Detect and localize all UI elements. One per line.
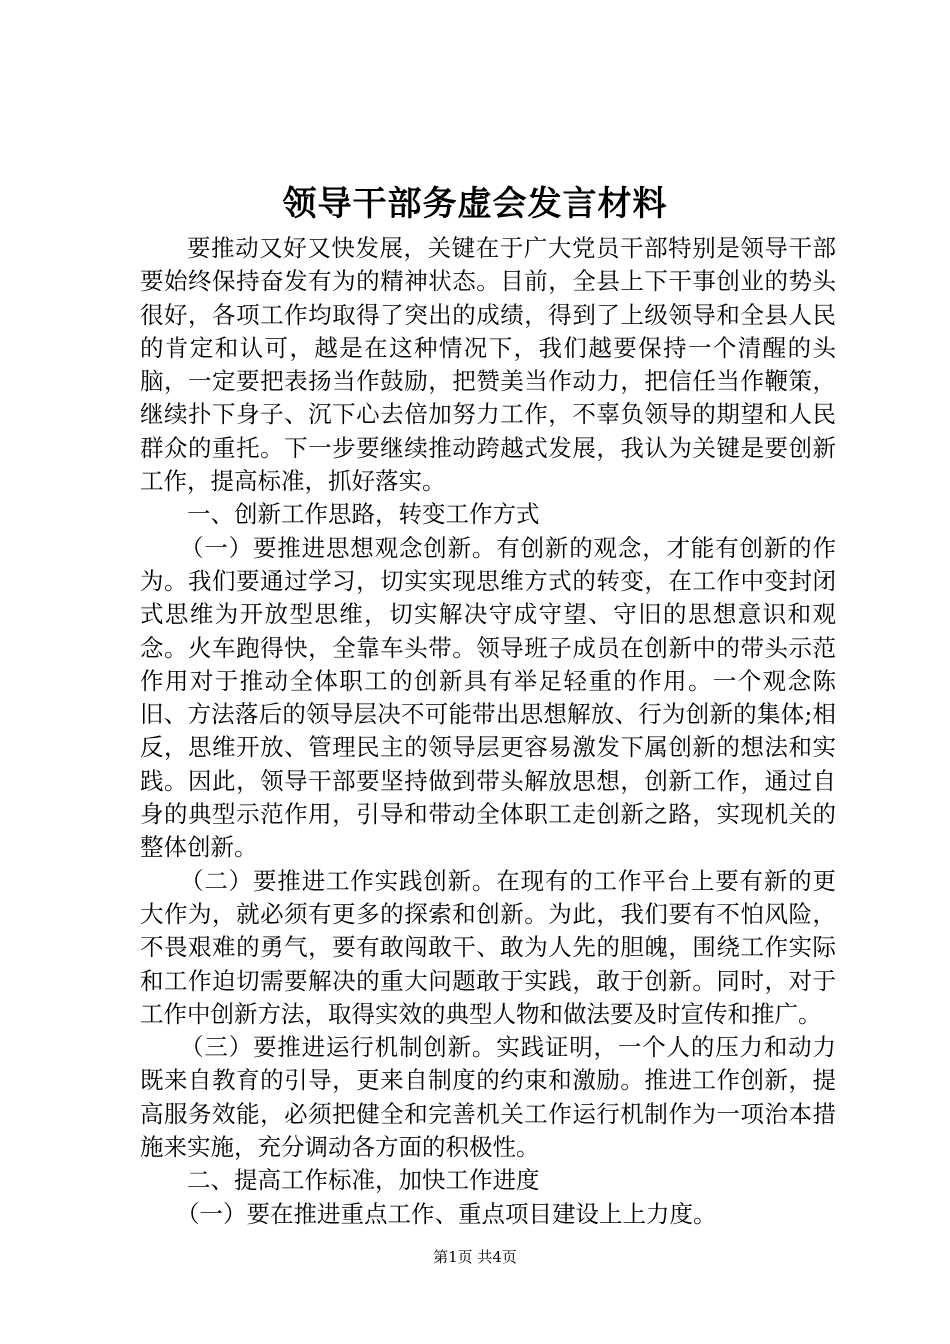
page-footer: 第1页 共4页	[433, 1248, 517, 1266]
section-heading-1: 一、创新工作思路，转变工作方式	[187, 500, 540, 529]
document-title: 领导干部务虚会发言材料	[282, 184, 668, 224]
paragraph-1-2: （二）要推进工作实践创新。在现有的工作平台上要有新的更大作为，就必须有更多的探索和创新。为此，我们要有不怕风险，不畏艰难的勇气，要有敢闯敢干、敢为人先的胆魄，围绕工作实际和工作迫切需要解决的重大问题敢于实践，敢于创新。同时，对于工作中创新方法，取得实效的典型人物和做法要及时宣传和推广。	[140, 866, 836, 1028]
paragraph-1-1: （一）要推进思想观念创新。有创新的观念，才能有创新的作为。我们要通过学习，切实实现思维方式的转变，在工作中变封闭式思维为开放型思维，切实解决守成守望、守旧的思想意识和观念。火车跑得快，全靠车头带。领导班子成员在创新中的带头示范作用对于推动全体职工的创新具有举足轻重的作用。一个观念陈旧、方法落后的领导层决不可能带出思想解放、行为创新的集体;相反，思维开放、管理民主的领导层更容易激发下属创新的想法和实践。因此，领导干部要坚持做到带头解放思想，创新工作，通过自身的典型示范作用，引导和带动全体职工走创新之路，实现机关的整体创新。	[140, 533, 836, 862]
paragraph-1-3: （三）要推进运行机制创新。实践证明，一个人的压力和动力既来自教育的引导，更来自制度的约束和激励。推进工作创新，提高服务效能，必须把健全和完善机关工作运行机制作为一项治本措施来实施，充分调动各方面的积极性。	[140, 1033, 836, 1162]
document-body	[140, 232, 836, 1231]
paragraph-intro: 要推动又好又快发展，关键在于广大党员干部特别是领导干部要始终保持奋发有为的精神状态。目前，全县上下干事创业的势头很好，各项工作均取得了突出的成绩，得到了上级领导和全县人民的肯定和认可，越是在这种情况下，我们越要保持一个清醒的头脑，一定要把表扬当作鼓励，把赞美当作动力，把信任当作鞭策，继续扑下身子、沉下心去倍加努力工作，不辜负领导的期望和人民群众的重托。下一步要继续推动跨越式发展，我认为关键是要创新工作，提高标准，抓好落实。	[140, 234, 836, 496]
section-heading-2: 二、提高工作标准，加快工作进度	[187, 1166, 540, 1195]
paragraph-2-1: （一）要在推进重点工作、重点项目建设上上力度。	[176, 1199, 717, 1228]
